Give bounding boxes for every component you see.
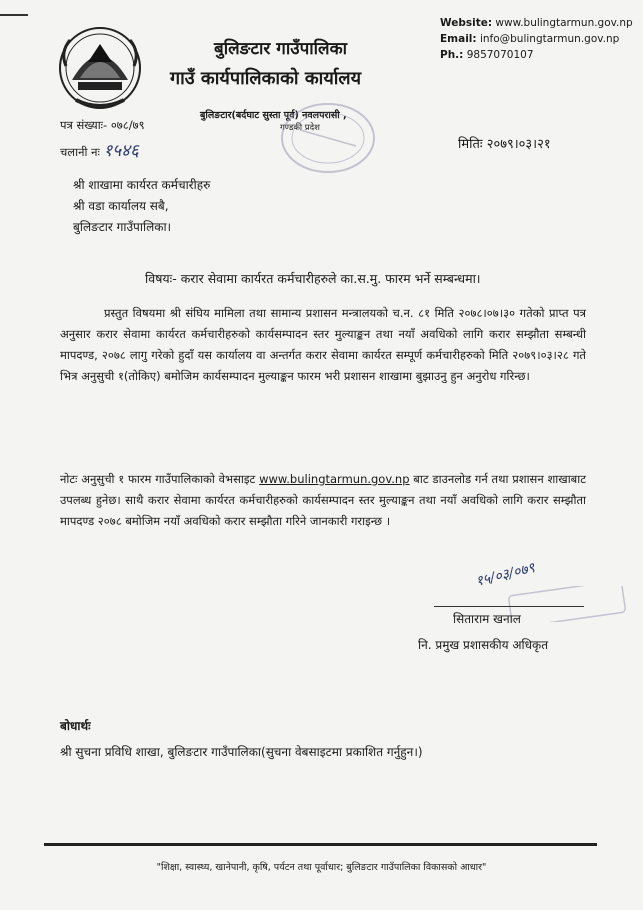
municipality-name: बुलिङटार गाउँपालिका	[214, 39, 348, 59]
chalani-value: १५४६	[103, 141, 139, 161]
letter-date	[458, 134, 551, 152]
patra-sankhya	[60, 118, 145, 133]
office-stamp-icon	[278, 98, 378, 178]
note-paragraph	[60, 469, 586, 532]
cc-label: बोधार्थः	[60, 719, 91, 733]
subject-text: करार सेवामा कार्यरत कर्मचारीहरुले का.स.मु. फारम भर्ने सम्बन्धमा।	[180, 271, 481, 286]
signatory-title: नि. प्रमुख प्रशासकीय अधिकृत	[418, 638, 549, 652]
patra-label: पत्र संख्याः-	[60, 118, 108, 132]
patra-value: ०७८/७९	[110, 118, 145, 132]
recipient-line: श्री शाखामा कार्यरत कर्मचारीहरु	[73, 178, 211, 192]
cc-text: श्री सुचना प्रविधि शाखा, बुलिङटार गाउँपालिका(सुचना वेबसाइटमा प्रकाशित गर्नुहुन।)	[60, 745, 423, 759]
province-name: गण्डकी प्रदेश	[280, 123, 320, 133]
signatory-name: सिताराम खनाल	[453, 612, 521, 626]
recipient-list	[73, 175, 210, 238]
contact-block	[440, 15, 633, 63]
corner-mark	[0, 0, 28, 16]
phone-value: 9857070107	[466, 49, 534, 61]
chalani-number	[60, 138, 139, 161]
body-paragraph: प्रस्तुत विषयमा श्री संघिय मामिला तथा सामान्य प्रशासन मन्त्रालयको च.न. ८१ मिति २०७८।०७।३० गतेको प्राप्त पत्र अनुसार करार सेवामा कार्यरत कर्मचारीहरुको कार्यसम्पादन स्तर मुल्याङ्कन तथा नयाँ अवधिको लागि करार सम्झौता सम्बन्धी मापदण्ड, २०७८ लागु गरेको हुदाँ यस कार्यालय वा अन्तर्गत करार सेवामा कार्यरत सम्पूर्ण कर्मचारीहरुको मिति २०७९।०३।२८ गते भित्र अनुसुची १(तोकिए) बमोजिम कार्यसम्पादन मुल्याङ्कन फारम भरी प्रशासन शाखामा बुझाउनु हुन अनुरोध गरिन्छ।	[60, 306, 586, 383]
signature-line	[434, 606, 584, 607]
note-text-before: नोटः अनुसुची १ फारम गाउँपालिकाको वेभसाइट	[60, 472, 256, 486]
email-label: Email:	[440, 33, 477, 45]
signature-stamp-icon	[508, 586, 626, 622]
note-text-after: बाट डाउनलोड गर्न तथा प्रशासन शाखाबाट उपलब्ध हुनेछ। साथै करार सेवामा कार्यरत कर्मचारीहरुको कार्यसम्पादन स्तर मुल्याङ्कन तथा नयाँ अवधिको लागि करार सम्झौता मापदण्ड २०७८ बमोजिम नयाँ अवधिको करार सम्झौता गरिने जानकारी गराइन्छ ।	[60, 472, 587, 528]
website-link[interactable]: www.bulingtarmun.gov.np	[259, 472, 410, 486]
date-label: मितिः	[458, 137, 483, 152]
nepal-emblem-icon	[58, 22, 142, 112]
website-label: Website:	[440, 17, 493, 29]
recipient-line: बुलिङटार गाउँपालिका।	[73, 220, 172, 234]
recipient-line: श्री वडा कार्यालय सबै,	[73, 199, 169, 213]
subject-line	[145, 270, 481, 287]
office-address: बुलिङटार(बर्दघाट सुस्ता पूर्व) नवलपरासी ,	[200, 110, 347, 121]
office-name: गाउँ कार्यपालिकाको कार्यालय	[170, 68, 362, 89]
footer-motto: "शिक्षा, स्वास्थ्य, खानेपानी, कृषि, पर्यटन तथा पूर्वाधार; बुलिङटार गाउँपालिका विकासको आधार"	[156, 862, 487, 873]
email-value[interactable]: info@bulingtarmun.gov.np	[479, 33, 620, 45]
phone-label: Ph.:	[440, 49, 464, 61]
chalani-label: चलानी नः	[60, 145, 100, 159]
website-value[interactable]: www.bulingtarmun.gov.np	[495, 17, 633, 29]
date-value: २०७९।०३।२१	[486, 137, 551, 152]
handwritten-signature: १५/०३/०७९	[474, 559, 537, 591]
footer-divider	[44, 843, 597, 846]
subject-label: विषयः-	[145, 271, 177, 286]
